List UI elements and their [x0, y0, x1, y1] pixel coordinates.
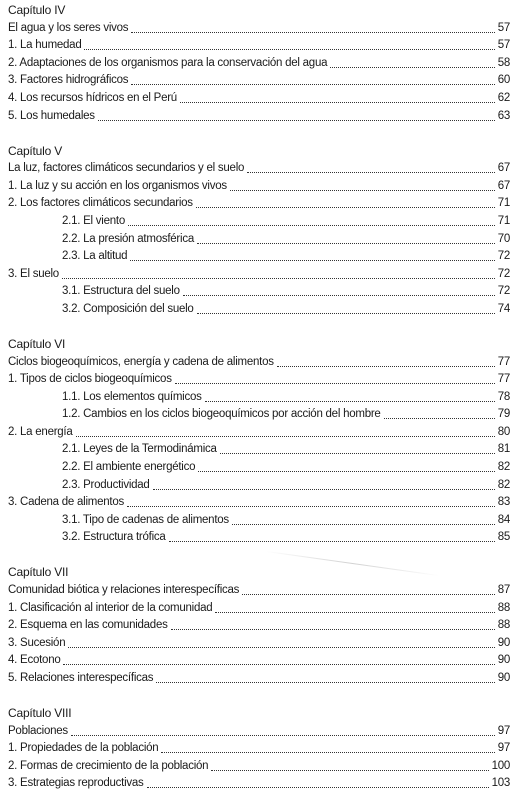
toc-entry: [8, 494, 510, 512]
dot-leader: [384, 418, 495, 419]
entry-title: 1. La humedad: [8, 39, 82, 52]
page-number: 100: [491, 759, 510, 772]
dot-leader: [131, 84, 494, 85]
toc-entry: [8, 89, 510, 107]
toc-entry: [8, 107, 510, 125]
toc-entry: [8, 195, 510, 213]
dot-leader: [180, 102, 495, 103]
entry-title: 3.1. Estructura del suelo: [62, 285, 180, 298]
entry-title: 5. Los humedales: [8, 109, 95, 122]
page-number: 71: [497, 214, 510, 227]
toc-entry: [8, 265, 510, 283]
toc-entry: [8, 353, 510, 371]
page-number: 72: [497, 285, 510, 298]
page-number: 60: [497, 74, 510, 87]
entry-title: 3.2. Estructura trófica: [62, 531, 166, 544]
dot-leader: [147, 787, 489, 788]
entry-title: 2.3. La altitud: [62, 250, 128, 263]
page-number: 87: [497, 584, 510, 597]
dot-leader: [220, 453, 495, 454]
entry-title: 4. Los recursos hídricos en el Perú: [8, 91, 177, 104]
toc-entry: [8, 652, 510, 670]
dot-leader: [71, 735, 495, 736]
entry-title: 1. Propiedades de la población: [8, 742, 159, 755]
dot-leader: [247, 172, 495, 173]
dot-leader: [277, 366, 495, 367]
chapter-heading: Capítulo IV: [8, 3, 66, 17]
toc-subentry: [8, 230, 510, 248]
page-number: 67: [497, 162, 510, 175]
chapter-heading: Capítulo VIII: [8, 706, 72, 720]
toc-entry: [8, 599, 510, 617]
page-number: 88: [497, 601, 510, 614]
dot-leader: [161, 752, 494, 753]
toc-subentry: [8, 388, 510, 406]
entry-title: 5. Relaciones interespecíficas: [8, 672, 154, 684]
dot-leader: [156, 682, 494, 683]
dot-leader: [242, 594, 495, 595]
page-number: 77: [497, 373, 510, 386]
page-number: 84: [497, 513, 510, 526]
page-number: 77: [497, 355, 510, 368]
dot-leader: [205, 401, 495, 402]
entry-title: 2.2. La presión atmosférica: [62, 232, 194, 245]
entry-title: 3. Sucesión: [8, 636, 66, 649]
dot-leader: [128, 225, 495, 226]
entry-title: 3. El suelo: [8, 267, 59, 280]
dot-leader: [131, 32, 494, 33]
entry-title: 2. Esquema en las comunidades: [8, 619, 168, 632]
entry-title: 3.1. Tipo de cadenas de alimentos: [62, 513, 229, 526]
dot-leader: [215, 612, 494, 613]
entry-title: 2.2. El ambiente energético: [62, 461, 196, 474]
page-number: 85: [497, 531, 510, 544]
toc-subentry: [8, 406, 510, 424]
page-number: 82: [497, 478, 510, 491]
page-number: 90: [497, 672, 510, 684]
toc-subentry: [8, 458, 510, 476]
page-number: 67: [497, 179, 510, 192]
toc-entry: [8, 371, 510, 389]
toc-entry: [8, 617, 510, 635]
entry-title: 3. Estrategias reproductivas: [8, 777, 144, 790]
chapter-section: [8, 336, 510, 547]
entry-title: 3.2. Composición del suelo: [62, 302, 194, 315]
page-number: 97: [497, 742, 510, 755]
entry-title: 1. Tipos de ciclos biogeoquímicos: [8, 373, 172, 386]
dot-leader: [68, 647, 494, 648]
entry-title: 2. Adaptaciones de los organismos para la conservación del agua: [8, 56, 328, 69]
dot-leader: [175, 383, 495, 384]
entry-title: El agua y los seres vivos: [8, 21, 129, 34]
entry-title: 2. La energía: [8, 425, 73, 438]
page-number: 82: [497, 461, 510, 474]
toc-entry: [8, 177, 510, 195]
page-number: 81: [497, 443, 510, 456]
chapter-heading: Capítulo VI: [8, 336, 66, 351]
entry-title: 4. Ecotono: [8, 654, 61, 667]
dot-leader: [211, 770, 488, 771]
toc-entry: [8, 581, 510, 599]
entry-title: 2. Formas de crecimiento de la población: [8, 759, 209, 772]
page-number: 90: [497, 636, 510, 649]
toc-entry: [8, 160, 510, 178]
page-number: 72: [497, 250, 510, 263]
page-number: 103: [491, 777, 510, 790]
page-number: 58: [497, 56, 510, 69]
toc-subentry: [8, 441, 510, 459]
dot-leader: [197, 243, 495, 244]
dot-leader: [130, 260, 494, 261]
entry-title: Ciclos biogeoquímicos, energía y cadena de alimentos: [8, 355, 274, 368]
dot-leader: [62, 278, 495, 279]
chapter-heading: Capítulo V: [8, 143, 63, 158]
chapter-section: [8, 564, 510, 687]
dot-leader: [196, 207, 495, 208]
entry-title: Comunidad biótica y relaciones interespecíficas: [8, 584, 240, 597]
toc-subentry: [8, 476, 510, 494]
chapter-heading: Capítulo VII: [8, 565, 69, 580]
toc-entry: [8, 72, 510, 90]
toc-subentry: [8, 212, 510, 230]
toc-entry: [8, 37, 510, 55]
toc-entry: [8, 722, 510, 740]
page-number: 90: [497, 654, 510, 667]
entry-title: 1.2. Cambios en los ciclos biogeoquímicos por acción del hombre: [62, 408, 381, 421]
dot-leader: [98, 120, 495, 121]
page-number: 72: [497, 267, 510, 280]
entry-title: Poblaciones: [8, 724, 68, 737]
entry-title: La luz, factores climáticos secundarios y el suelo: [8, 162, 245, 175]
dot-leader: [197, 313, 495, 314]
page-number: 57: [497, 39, 510, 52]
dot-leader: [84, 49, 494, 50]
page-number: 80: [497, 425, 510, 438]
toc-entry: [8, 740, 510, 758]
page-number: 57: [497, 21, 510, 34]
dot-leader: [127, 506, 495, 507]
page-number: 74: [497, 302, 510, 315]
page-number: 79: [497, 408, 510, 421]
dot-leader: [232, 524, 495, 525]
toc-entry: [8, 423, 510, 441]
toc-subentry: [8, 511, 510, 529]
dot-leader: [330, 67, 494, 68]
entry-title: 3. Cadena de alimentos: [8, 496, 124, 509]
toc-subentry: [8, 529, 510, 547]
page-number: 70: [497, 232, 510, 245]
page-number: 83: [497, 496, 510, 509]
entry-title: 2.1. Leyes de la Termodinámica: [62, 443, 217, 456]
chapter-section: [8, 2, 510, 125]
dot-leader: [183, 295, 495, 296]
entry-title: 1. La luz y su acción en los organismos vivos: [8, 179, 227, 192]
dot-leader: [198, 471, 494, 472]
page-number: 88: [497, 619, 510, 632]
chapter-section: [8, 705, 510, 792]
page-number: 71: [497, 197, 510, 210]
entry-title: 2.3. Productividad: [62, 478, 150, 491]
dot-leader: [153, 489, 495, 490]
entry-title: 1.1. Los elementos químicos: [62, 390, 202, 403]
toc-entry: [8, 669, 510, 687]
entry-title: 1. Clasificación al interior de la comunidad: [8, 601, 213, 614]
page-number: 78: [497, 390, 510, 403]
dot-leader: [230, 190, 495, 191]
dot-leader: [76, 436, 495, 437]
toc-entry: [8, 54, 510, 72]
toc-entry: [8, 634, 510, 652]
toc-entry: [8, 19, 510, 37]
toc-subentry: [8, 300, 510, 318]
entry-title: 3. Factores hidrográficos: [8, 74, 129, 87]
page-number: 62: [497, 91, 510, 104]
dot-leader: [169, 541, 495, 542]
toc-entry: [8, 775, 510, 792]
toc-subentry: [8, 248, 510, 266]
toc-subentry: [8, 283, 510, 301]
entry-title: 2.1. El viento: [62, 214, 125, 227]
dot-leader: [171, 629, 495, 630]
chapter-section: [8, 143, 510, 318]
dot-leader: [63, 664, 494, 665]
page-number: 97: [497, 724, 510, 737]
page-number: 63: [497, 109, 510, 122]
entry-title: 2. Los factores climáticos secundarios: [8, 197, 193, 210]
